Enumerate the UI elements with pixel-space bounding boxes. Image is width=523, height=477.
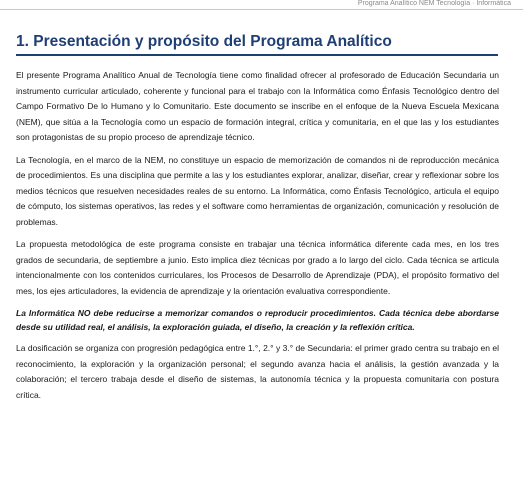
emphasis-statement: La Informática NO debe reducirse a memorizar comandos o reproducir procedimientos. Cada técnica debe abordarse desde su utilidad real, el análisis, la exploración guiada, el diseño, la creación y la reflexión crítica. (16, 308, 499, 332)
title-underline-rule (16, 54, 498, 56)
paragraph-dosification: La dosificación se organiza con progresión pedagógica entre 1.°, 2.° y 3.° de Secundaria: el primer grado centra su trabajo en el reconocimiento, la exploración y la organización personal; el segundo avanza hacia el análisis, la gestión avanzada y la colaboración; el tercero trabaja desde el diseño de sistemas, la autonomía técnica y la propuesta comunitaria con postura crítica. (16, 343, 499, 400)
running-header (0, 0, 523, 10)
document-body (16, 32, 499, 410)
running-header-text: Programa Analítico NEM Tecnología · Informática (357, 0, 511, 7)
paragraph-technology-nem: La Tecnología, en el marco de la NEM, no constituye un espacio de memorización de comandos ni de reproducción mecánica de procedimientos. Es una disciplina que permite a las y los estudiantes explorar, analizar, diseñar, crear y reflexionar sobre los medios técnicos que resuelven necesidades reales de su entorno. La Informática, como Énfasis Tecnológico, articula el equipo de cómputo, los sistemas operativos, las redes y el software como herramientas de organización, comunicación y resolución de problemas. (16, 154, 499, 227)
paragraph-intro: El presente Programa Analítico Anual de Tecnología tiene como finalidad ofrecer al profesorado de Educación Secundaria un instrumento curricular articulado, coherente y funcional para el trabajo con la Informática como Énfasis Tecnológico dentro del Campo Formativo De lo Humano y lo Comunitario. Este documento se inscribe en el enfoque de la Nueva Escuela Mexicana (NEM), que sitúa a la Tecnología como un espacio de formación integral, crítica y comunitaria, en el que las y los estudiantes son protagonistas de su propio proceso de aprendizaje técnico. (16, 70, 499, 142)
section-title: 1. Presentación y propósito del Programa Analítico (16, 33, 392, 50)
paragraph-methodology: La propuesta metodológica de este programa consiste en trabajar una técnica informática diferente cada mes, en los tres grados de secundaria, de septiembre a junio. Esto implica diez técnicas por grado a lo largo del ciclo. Cada técnica se articula intencionalmente con los contenidos curriculares, los Procesos de Desarrollo de Aprendizaje (PDA), el propósito formativo del mes, los ejes articuladores, la evidencia de aprendizaje y la orientación evaluativa correspondiente. (16, 239, 499, 296)
